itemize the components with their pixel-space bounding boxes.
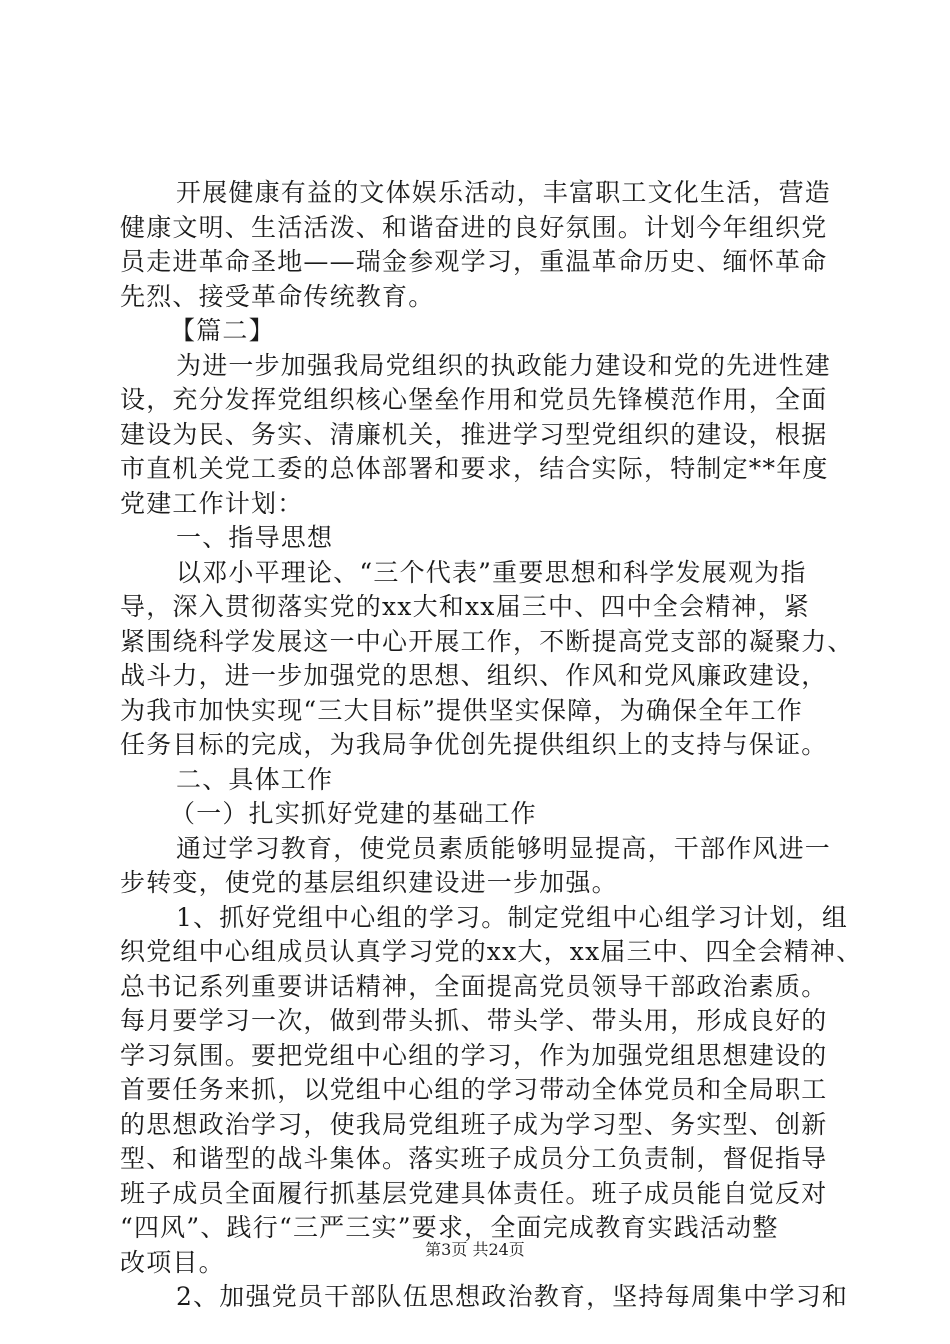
text-line: 任务目标的完成，为我局争优创先提供组织上的支持与保证。 — [120, 730, 828, 759]
text-line: 设，充分发挥党组织核心堡垒作用和党员先锋模范作用，全面 — [120, 385, 828, 414]
text-line: 的思想政治学习，使我局党组班子成为学习型、务实型、创新 — [120, 1109, 828, 1139]
text-line: 2、加强党员干部队伍思想政治教育，坚持每周集中学习和 — [176, 1282, 849, 1311]
text-line: 健康文明、生活活泼、和谐奋进的良好氛围。计划今年组织党 — [120, 212, 828, 242]
text-line: 【篇二】 — [170, 316, 275, 345]
text-line: 导，深入贯彻落实党的xx大和xx届三中、四中全会精神，紧 — [120, 592, 810, 621]
text-line: 市直机关党工委的总体部署和要求，结合实际，特制定**年度 — [120, 454, 829, 483]
text-line: 二、具体工作 — [176, 764, 334, 794]
text-line: 每月要学习一次，做到带头抓、带头学、带头用，形成良好的 — [120, 1006, 828, 1035]
text-line: 首要任务来抓，以党组中心组的学习带动全体党员和全局职工 — [120, 1075, 828, 1104]
text-line: 以邓小平理论、“三个代表”重要思想和科学发展观为指 — [176, 557, 807, 587]
document-body — [120, 176, 863, 1315]
text-line: 通过学习教育，使党员素质能够明显提高，干部作风进一 — [176, 833, 832, 863]
text-line: 型、和谐型的战斗集体。落实班子成员分工负责制，督促指导 — [120, 1144, 828, 1173]
text-line: 先烈、接受革命传统教育。 — [120, 281, 435, 311]
text-line: 紧围绕科学发展这一中心开展工作，不断提高党支部的凝聚力、 — [120, 626, 854, 656]
text-line: 为进一步加强我局党组织的执政能力建设和党的先进性建 — [176, 350, 832, 380]
text-line: 员走进革命圣地——瑞金参观学习，重温革命历史、缅怀革命 — [120, 247, 828, 276]
text-line: 党建工作计划： — [120, 488, 304, 518]
page-footer: 第3页 共24页 — [425, 1240, 525, 1259]
text-line: 为我市加快实现“三大目标”提供坚实保障，为确保全年工作 — [120, 695, 803, 725]
text-line: 步转变，使党的基层组织建设进一步加强。 — [120, 868, 618, 897]
text-line: （一）扎实抓好党建的基础工作 — [170, 799, 537, 828]
text-line: “四风”、践行“三严三实”要求，全面完成教育实践活动整 — [120, 1213, 779, 1242]
text-line: 学习氛围。要把党组中心组的学习，作为加强党组思想建设的 — [120, 1040, 828, 1070]
text-line: 织党组中心组成员认真学习党的xx大，xx届三中、四全会精神、 — [120, 937, 863, 966]
text-line: 改项目。 — [120, 1247, 225, 1277]
text-line: 1、抓好党组中心组的学习。制定党组中心组学习计划，组 — [176, 902, 849, 932]
text-line: 总书记系列重要讲话精神，全面提高党员领导干部政治素质。 — [120, 971, 828, 1001]
text-line: 班子成员全面履行抓基层党建具体责任。班子成员能自觉反对 — [120, 1178, 828, 1208]
text-line: 一、指导思想 — [176, 523, 334, 552]
text-line: 建设为民、务实、清廉机关，推进学习型党组织的建设，根据 — [120, 419, 828, 449]
text-line: 战斗力，进一步加强党的思想、组织、作风和党风廉政建设， — [120, 661, 828, 690]
text-line: 开展健康有益的文体娱乐活动，丰富职工文化生活，营造 — [176, 178, 832, 207]
